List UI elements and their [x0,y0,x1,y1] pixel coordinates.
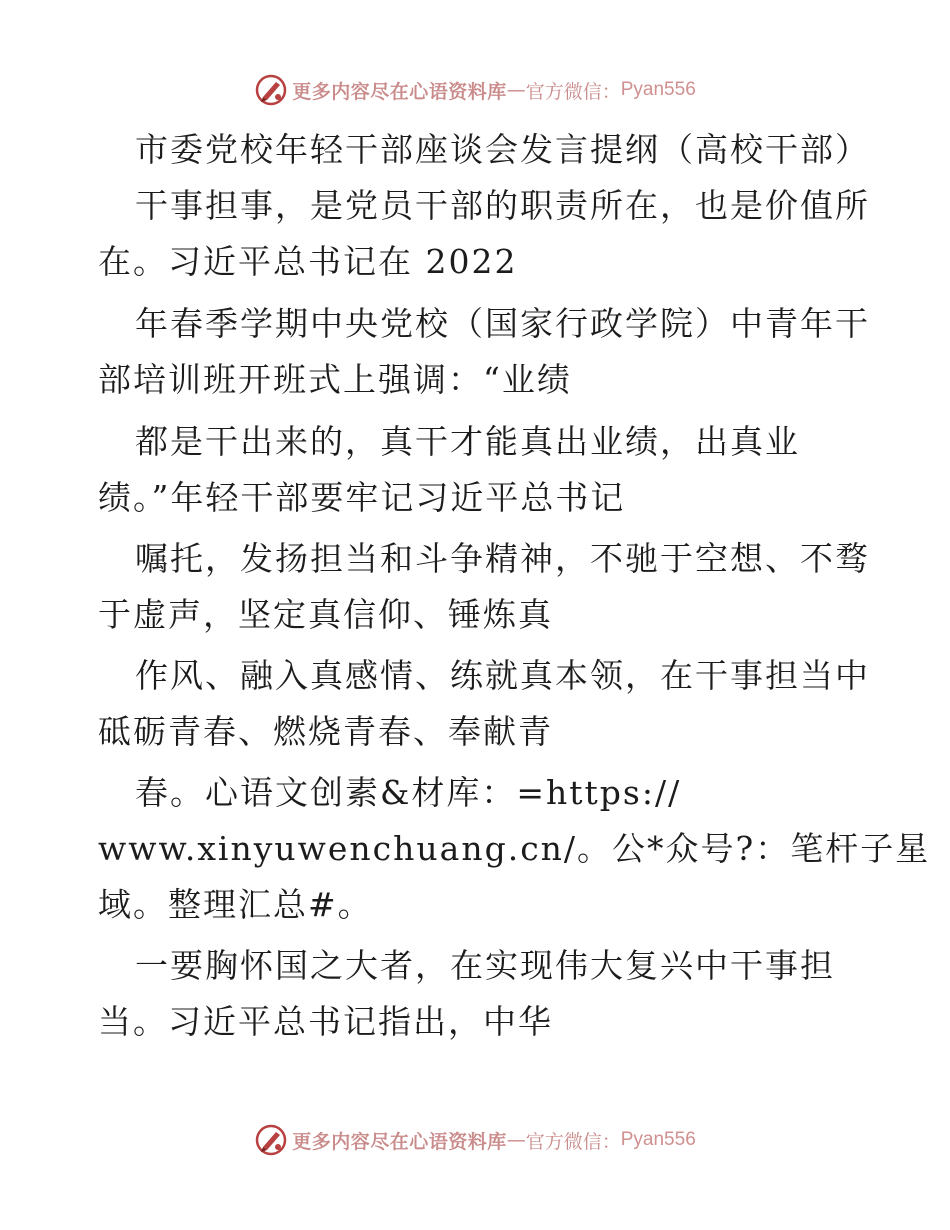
paragraph-line: 嘱托，发扬担当和斗争精神，不驰于空想、不骛 [135,539,870,578]
footer-watermark [0,1120,950,1160]
paragraph-line: www.xinyuwenchuang.cn/。公*众号?：笔杆子星 [98,829,931,868]
paragraph-line: 部培训班开班式上强调：“业绩 [98,360,572,399]
pen-logo-icon [254,1123,288,1157]
paragraph-line: 砥砺青春、燃烧青春、奉献青 [98,712,553,751]
paragraph-line: 一要胸怀国之大者，在实现伟大复兴中干事担 [135,946,835,985]
pen-logo-icon [254,73,288,107]
watermark-wechat-id: Pyan556 [620,79,696,100]
watermark-wechat-id: Pyan556 [620,1129,696,1150]
watermark-label: 官方微信： [525,80,621,103]
header-watermark [0,70,950,110]
paragraph-line: 干事担事，是党员干部的职责所在，也是价值所 [135,186,870,225]
watermark-dash: — [506,79,526,101]
paragraph-line: 年春季学期中央党校（国家行政学院）中青年干 [135,304,870,343]
document-title: 市委党校年轻干部座谈会发言提纲（高校干部） [135,130,870,169]
paragraph-line: 当。习近平总书记指出，中华 [98,1002,553,1041]
paragraph-line: 绩。”年轻干部要牢记习近平总书记 [98,478,626,517]
paragraph-line: 作风、融入真感情、练就真本领，在干事担当中 [135,656,870,695]
watermark-dash: — [506,1129,526,1151]
paragraph-line: 都是干出来的，真干才能真出业绩，出真业 [135,422,800,461]
watermark-text: 更多内容尽在心语资料库 [292,80,507,103]
paragraph-line: 于虚声，坚定真信仰、锤炼真 [98,595,553,634]
paragraph-line: 域。整理汇总#。 [98,885,373,924]
watermark-text: 更多内容尽在心语资料库 [292,1130,507,1153]
paragraph-line: 在。习近平总书记在 2022 [98,242,518,281]
watermark-label: 官方微信： [525,1130,621,1153]
paragraph-line: 春。心语文创素&材库：=https:// [135,773,682,812]
